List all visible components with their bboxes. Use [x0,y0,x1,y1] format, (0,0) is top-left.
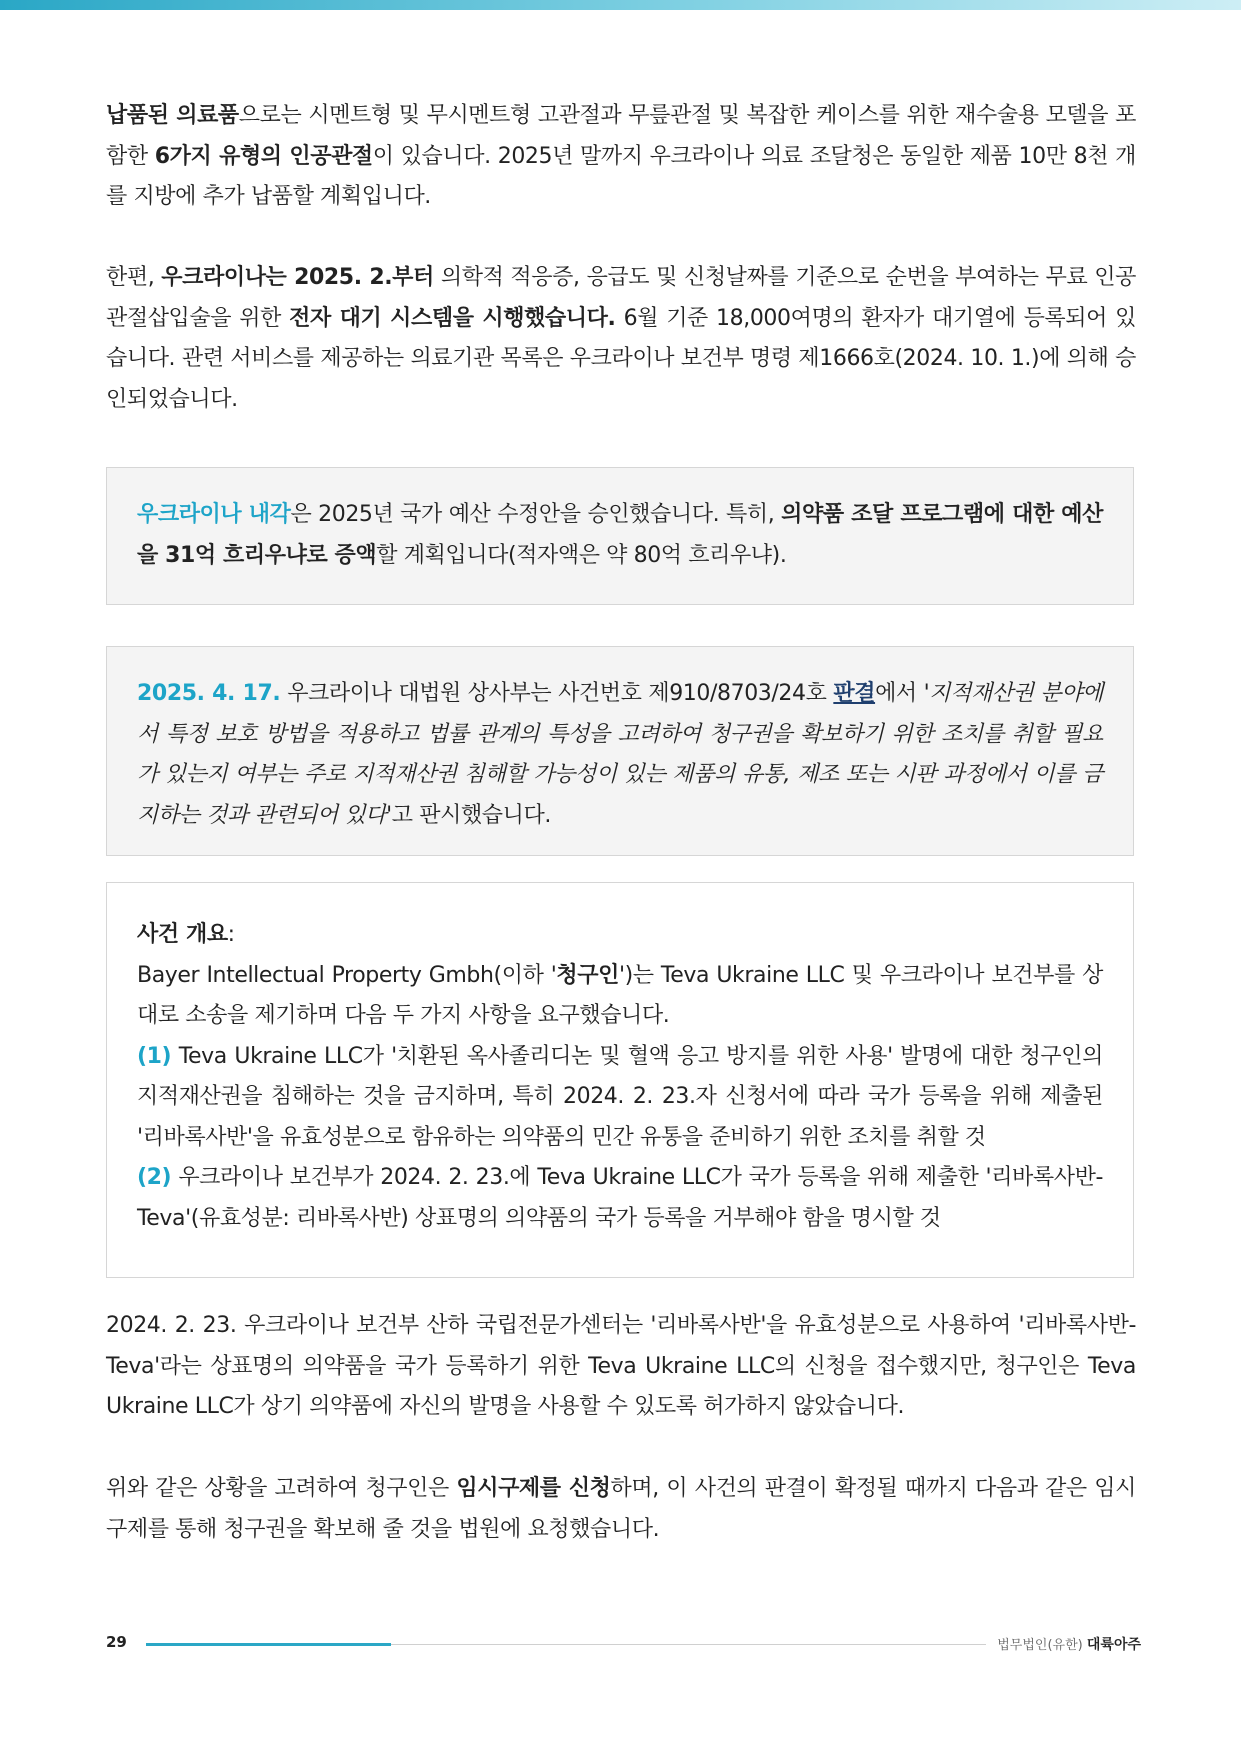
heading-text: 사건 개요 [137,922,228,947]
bold-text: 청구인 [556,962,619,988]
body-text: 6월 기준 18,000여명의 환자가 대기열에 등록되어 있습니다. 관련 서비스를 제공하는 의료기관 목록은 우크라이나 보건부 명령 제1666호(2024. 10. 1.)에 의해 승인되었습니다. [106,305,1136,412]
callout-supreme-court [106,646,1134,856]
body-text: 위와 같은 상황을 고려하여 청구인은 [106,1476,457,1501]
body-text: 으로는 시멘트형 및 무시멘트형 고관절과 무릎관절 및 복잡한 케이스를 위한 재수술용 모델을 포함한 [106,103,1136,169]
footer-rule-accent [146,1643,391,1646]
heading-colon: : [227,922,235,947]
top-accent-bar [0,0,1241,10]
bold-text: 납품된 의료품 [106,103,239,128]
case-summary-box [106,882,1134,1278]
bold-text: 6가지 유형의 인공관절 [154,143,373,169]
body-text: 2024. 2. 23. 우크라이나 보건부 산하 국립전문가센터는 '리바록사반'을 유효성분으로 사용하여 '리바록사반-Teva'라는 상표명의 의약품을 국가 등록하기 위한 Teva Ukraine LLC의 신청을 접수했지만, 청구인은 Teva Ukraine LLC가 상기 의약품에 자신의 발명을 사용할 수 있도록 허가하지 않았습니다. [106,1313,1136,1419]
callout-text [137,674,1103,836]
body-text: 은 2025년 국가 예산 수정안을 승인했습니다. 특히, [290,502,782,527]
bold-text: 전자 대기 시스템을 시행했습니다. [289,305,616,331]
bold-text: 우크라이나는 2025. 2.부터 [161,265,434,290]
body-text: 이 있습니다. 2025년 말까지 우크라이나 의료 조달청은 동일한 제품 10만 8천 개를 지방에 추가 납품할 계획입니다. [106,143,1136,209]
paragraph-implants [106,96,1136,218]
italic-quote: 지적재산권 분야에서 특정 보호 방법을 적용하고 법률 관계의 특성을 고려하여 청구권을 확보하기 위한 조치를 취할 필요가 있는지 여부는 주로 지적재산권 침해할 가능성이 있는 제품의 유통, 제조 또는 시판 과정에서 이를 금지하는 것과 관련되어 있다 [137,681,1103,828]
bold-text: 의약품 조달 프로그램에 대한 예산을 31억 흐리우냐로 증액 [137,502,1103,568]
body-text: ')는 Teva Ukraine LLC 및 우크라이나 보건부를 상대로 소송을 제기하며 다음 두 가지 사항을 요구했습니다. [137,962,1103,1028]
case-item-2 [137,1158,1103,1239]
judgment-link[interactable]: 판결 [833,681,876,706]
body-text: 하며, 이 사건의 판결이 확정될 때까지 다음과 같은 임시구제를 통해 청구권을 확보해 줄 것을 법원에 요청했습니다. [106,1476,1136,1542]
callout-text [137,495,1103,576]
page-number: 29 [106,1633,127,1651]
paragraph-waiting-system [106,258,1136,420]
body-text: Teva Ukraine LLC가 '치환된 옥사졸리디논 및 혈액 응고 방지를 위한 사용' 발명에 대한 청구인의 지적재산권을 침해하는 것을 금지하며, 특히 2024. 2. 23.자 신청서에 따라 국가 등록을 위해 제출된 '리바록사반'을 유효성분으로 함유하는 의약품의 민간 유통을 준비하기 위한 조치를 취할 것 [137,1043,1103,1150]
body-text: 의학적 적응증, 응급도 및 신청날짜를 기준으로 순번을 부여하는 무료 인공관절삽입술을 위한 [106,265,1136,331]
case-summary-intro [137,956,1103,1037]
footer-rule [391,1644,986,1645]
body-text: 한편, [106,265,162,290]
paragraph-registration [106,1306,1136,1428]
case-summary-heading [137,915,1103,956]
firm-prefix: 법무법인(유한) [997,1638,1083,1653]
body-text: 할 계획입니다(적자액은 약 80억 흐리우냐). [376,542,787,568]
bold-text: 임시구제를 신청 [456,1476,611,1501]
item-number: (1) [137,1043,172,1069]
case-item-1 [137,1037,1103,1159]
firm-name: 대륙아주 [1086,1637,1141,1653]
callout-cabinet-budget [106,467,1134,605]
body-text: 우크라이나 대법원 상사부는 사건번호 제910/8703/24호 [280,681,834,706]
footer-firm-name [997,1634,1141,1654]
paragraph-interim-relief [106,1469,1136,1550]
date-highlight: 2025. 4. 17. [137,681,281,706]
body-text: Bayer Intellectual Property Gmbh(이하 ' [137,962,557,988]
item-number: (2) [137,1165,172,1190]
body-text: 에서 ' [875,681,930,706]
body-text: '고 판시했습니다. [386,802,551,828]
body-text: 우크라이나 보건부가 2024. 2. 23.에 Teva Ukraine LLC가 국가 등록을 위해 제출한 '리바록사반-Teva'(유효성분: 리바록사반) 상표명의 의약품의 국가 등록을 거부해야 함을 명시할 것 [137,1165,1103,1231]
highlight-text: 우크라이나 내각 [137,502,291,527]
